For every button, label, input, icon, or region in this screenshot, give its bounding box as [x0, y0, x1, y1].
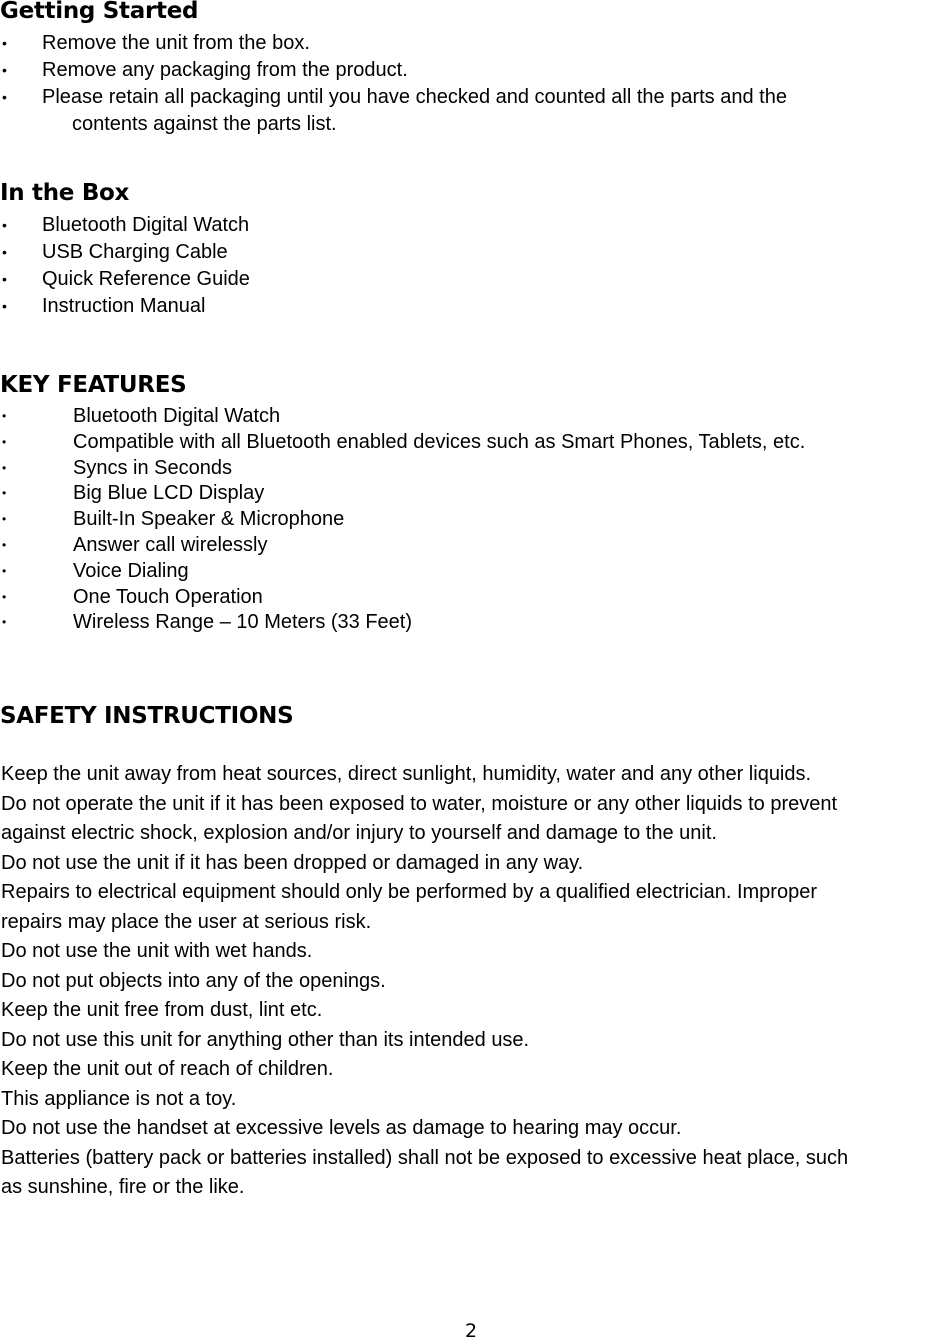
safety-line: Do not use the unit with wet hands. — [1, 940, 313, 962]
bullet-icon: • — [2, 537, 7, 552]
bullet-icon: • — [2, 409, 7, 423]
bullet-icon: • — [2, 62, 7, 78]
safety-line: Do not use the handset at excessive levels as damage to hearing may occur. — [1, 1117, 682, 1139]
bullet-icon: • — [2, 89, 7, 105]
bullet-icon: • — [2, 615, 7, 630]
list-item: • Big Blue LCD Display — [0, 481, 805, 507]
list-item: • Syncs in Seconds — [0, 456, 805, 482]
safety-instructions-heading: SAFETY INSTRUCTIONS — [0, 703, 294, 729]
safety-line: Keep the unit free from dust, lint etc. — [1, 999, 323, 1021]
safety-line: Do not operate the unit if it has been exposed to water, moisture or any other liquids to prevent — [1, 792, 838, 815]
in-the-box-heading: In the Box — [0, 180, 130, 206]
list-item: • Remove the unit from the box. — [0, 30, 942, 57]
bullet-icon: • — [2, 512, 7, 527]
bullet-icon: • — [2, 271, 7, 287]
safety-line: Keep the unit out of reach of children. — [1, 1058, 334, 1080]
safety-line: Do not put objects into any of the openings. — [1, 969, 386, 992]
list-item: • One Touch Operation — [0, 585, 805, 611]
list-item: • Compatible with all Bluetooth enabled devices such as Smart Phones, Tablets, etc. — [0, 430, 805, 456]
safety-line: repairs may place the user at serious risk. — [1, 910, 372, 933]
key-features-list — [0, 404, 805, 636]
list-item: • Bluetooth Digital Watch — [0, 404, 805, 430]
list-item: • Remove any packaging from the product. — [0, 57, 942, 84]
safety-line: against electric shock, explosion and/or injury to yourself and damage to the unit. — [1, 822, 717, 844]
list-item: • Wireless Range – 10 Meters (33 Feet) — [0, 610, 805, 636]
list-item: • Answer call wirelessly — [0, 533, 805, 559]
safety-instructions-body — [1, 760, 941, 1203]
bullet-icon: • — [2, 460, 7, 475]
bullet-icon: • — [2, 589, 7, 604]
list-item: • Quick Reference Guide — [0, 266, 250, 293]
list-item: • Built-In Speaker & Microphone — [0, 507, 805, 533]
safety-line: as sunshine, fire or the like. — [1, 1176, 245, 1198]
list-item: • Voice Dialing — [0, 559, 805, 585]
list-item-continuation: contents against the parts list. — [72, 113, 337, 135]
in-the-box-list — [0, 212, 250, 320]
bullet-icon: • — [2, 298, 7, 314]
safety-line: Do not use the unit if it has been dropped or damaged in any way. — [1, 851, 584, 874]
bullet-icon: • — [2, 486, 7, 501]
bullet-icon: • — [2, 563, 7, 578]
safety-line: Keep the unit away from heat sources, direct sunlight, humidity, water and any other liquids. — [1, 763, 812, 785]
getting-started-heading: Getting Started — [0, 0, 199, 24]
bullet-icon: • — [2, 244, 7, 260]
key-features-heading: KEY FEATURES — [0, 372, 187, 398]
page-number: 2 — [464, 1320, 478, 1342]
list-item: • Please retain all packaging until you have checked and counted all the parts and the contents against the parts list. — [0, 84, 942, 138]
bullet-icon: • — [2, 434, 7, 449]
bullet-icon: • — [2, 35, 7, 51]
safety-line: Repairs to electrical equipment should only be performed by a qualified electrician. Improper — [1, 881, 817, 903]
safety-line: Do not use this unit for anything other than its intended use. — [1, 1028, 530, 1051]
safety-line: Batteries (battery pack or batteries installed) shall not be exposed to excessive heat place, such — [1, 1146, 849, 1169]
list-item: • USB Charging Cable — [0, 239, 250, 266]
list-item: • Bluetooth Digital Watch — [0, 212, 250, 239]
safety-line: This appliance is not a toy. — [1, 1087, 237, 1110]
getting-started-list — [0, 30, 942, 138]
bullet-icon: • — [2, 217, 7, 233]
list-item: • Instruction Manual — [0, 293, 250, 320]
